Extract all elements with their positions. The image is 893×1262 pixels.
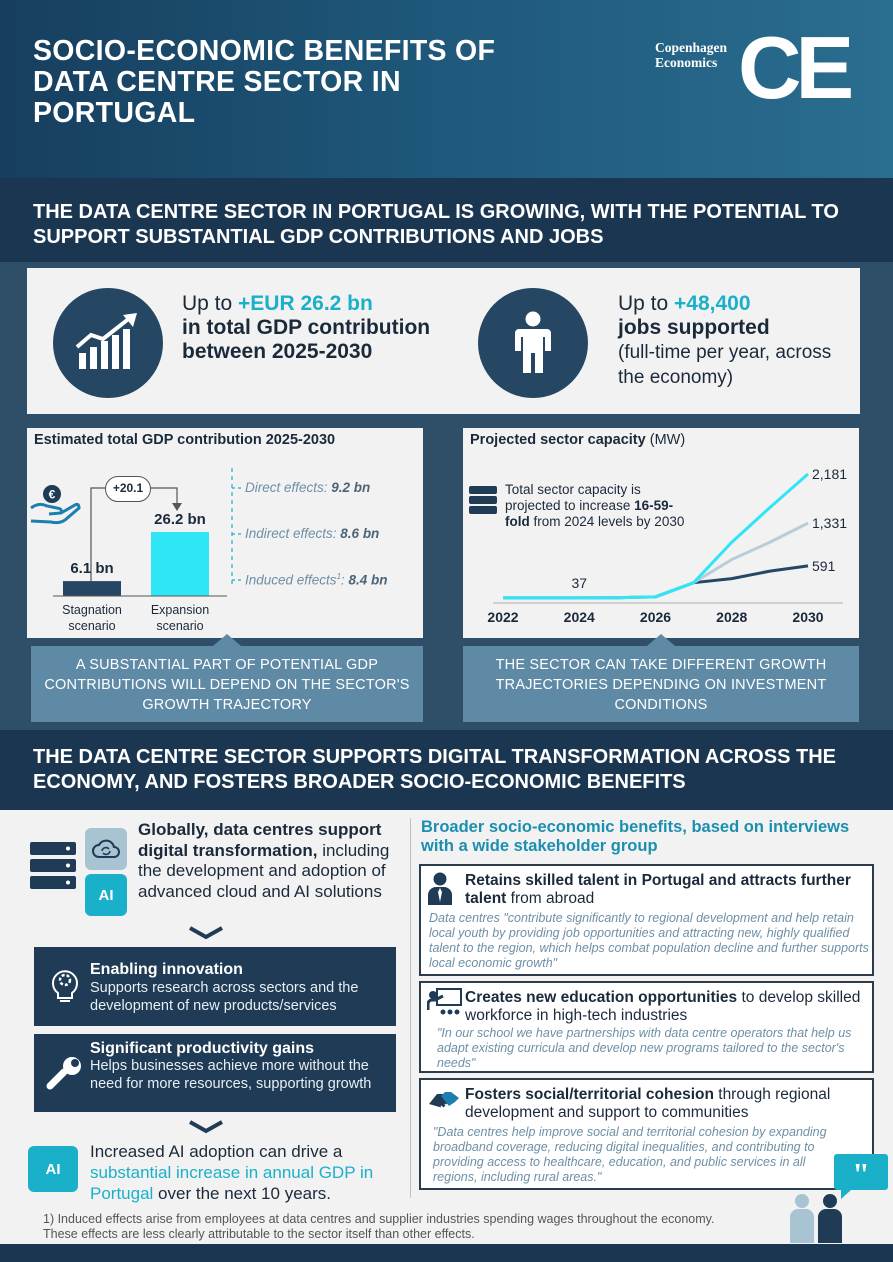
benefit-talent-heading: Retains skilled talent in Portugal and attracts further talent from abroad — [465, 872, 851, 907]
capacity-xtick-0: 2022 — [487, 609, 519, 625]
gdp-diff-badge: +20.1 — [105, 476, 151, 502]
capacity-end-label-2: 591 — [812, 557, 836, 574]
person-icon — [478, 288, 588, 398]
businessman-icon — [427, 871, 453, 910]
benefit-cohesion-heading: Fosters social/territorial cohesion through regional development and support to communities — [465, 1086, 831, 1121]
jobs-kpi: Up to +48,400 jobs supported (full-time per year, across the economy) — [618, 292, 832, 388]
capacity-chart-panel — [463, 428, 859, 638]
gdp-category-label-0: scenario — [68, 619, 116, 633]
capacity-note: Total sector capacity is projected to increase 16-59-fold from 2024 levels by 2030 — [505, 482, 685, 529]
gdp-bar-1 — [151, 532, 209, 596]
innovation-box — [34, 947, 396, 1026]
gdp-bar-label-1: 26.2 bn — [154, 511, 206, 528]
gdp-chart-panel — [27, 428, 423, 638]
ai-adoption-text: Increased AI adoption can drive a substantial increase in annual GDP in Portugal over the next 10 years. — [90, 1142, 374, 1203]
benefit-talent — [419, 864, 874, 976]
capacity-end-label-1: 1,331 — [812, 515, 848, 532]
capacity-line-1 — [503, 523, 808, 598]
capacity-line-2 — [503, 566, 808, 598]
brand-name: Copenhagen Economics — [655, 40, 728, 70]
wrench-icon — [46, 1056, 84, 1095]
server-stack-icon — [30, 842, 76, 895]
productivity-box — [34, 1034, 396, 1112]
global-transformation-text: Globally, data centres support digital transformation, including the development and adoption of advanced cloud and AI solutions — [138, 820, 390, 901]
gdp-bar-label-0: 6.1 bn — [70, 560, 114, 578]
svg-text:": " — [852, 1156, 870, 1192]
gear-bulb-icon — [48, 965, 82, 1008]
gdp-bar-0 — [63, 581, 121, 596]
jobs-kpi-value: +48,400 — [674, 292, 751, 315]
footnote: 1) Induced effects arise from employees at data centres and supplier industries spending wages throughout the economy. These effects are less clearly attributable to the sector itself than other effects. — [43, 1212, 715, 1241]
footer-bar — [0, 1244, 893, 1262]
jobs-kpi-bold: jobs supported — [618, 316, 770, 339]
svg-text:€: € — [48, 487, 56, 502]
callout-notch-right — [647, 634, 675, 646]
chevron-down-icon — [188, 926, 224, 945]
broader-benefits-title: Broader socio-economic benefits, based on interviews with a wide stakeholder group — [421, 818, 850, 855]
callout-notch-left — [213, 634, 241, 646]
innovation-desc: Supports research across sectors and the development of new products/services — [90, 980, 359, 1014]
ai-icon: AI — [85, 874, 127, 916]
capacity-xtick-2: 2026 — [639, 609, 672, 625]
direct-effects: Direct effects: 9.2 bn — [245, 480, 371, 495]
benefit-education-quote: "In our school we have partnerships with data centre operators that help us adapt existing curricula and develop new programs tailored to the sector's needs" — [437, 1026, 852, 1070]
server-stack-icon — [469, 486, 497, 514]
page-title: SOCIO-ECONOMIC BENEFITS OF DATA CENTRE SECTOR IN PORTUGAL — [33, 35, 496, 129]
gdp-category-label-0: Stagnation — [62, 603, 122, 617]
productivity-heading: Significant productivity gains — [90, 1040, 315, 1057]
chevron-down-icon — [188, 1120, 224, 1139]
section1-title: THE DATA CENTRE SECTOR IN PORTUGAL IS GROWING, WITH THE POTENTIAL TO SUPPORT SUBSTANTIAL GDP CONTRIBUTIONS AND JOBS — [33, 201, 839, 248]
gdp-kpi-text: in total GDP contribution between 2025-2030 — [182, 316, 431, 363]
benefit-education — [419, 981, 874, 1073]
gdp-kpi: Up to +EUR 26.2 bn in total GDP contribution between 2025-2030 — [182, 292, 431, 363]
capacity-chart-svg — [463, 428, 859, 638]
capacity-xtick-3: 2028 — [716, 609, 748, 625]
benefit-talent-quote: Data centres "contribute significantly to regional development and help retain local youth by providing job opportunities and attracting new, highly qualified talent to the region, which helps combat population decline and further supports local economic growth" — [429, 911, 869, 970]
induced-effects: Induced effects$^1$: 8.4 bn — [245, 572, 388, 588]
jobs-kpi-note: (full-time per year, across the economy) — [618, 342, 832, 388]
chart-growth-icon — [53, 288, 163, 398]
brand-logo: CE — [738, 18, 849, 117]
ai-icon: AI — [28, 1146, 78, 1192]
benefit-education-heading: Creates new education opportunities to develop skilled workforce in high-tech industries — [465, 989, 861, 1024]
capacity-callout: THE SECTOR CAN TAKE DIFFERENT GROWTH TRAJECTORIES DEPENDING ON INVESTMENT CONDITIONS — [463, 646, 859, 722]
gdp-kpi-value: +EUR 26.2 bn — [238, 292, 373, 315]
gdp-category-label-1: Expansion — [150, 603, 210, 617]
gdp-callout: A SUBSTANTIAL PART OF POTENTIAL GDP CONTRIBUTIONS WILL DEPEND ON THE SECTOR'S GROWTH TRAJECTORY — [31, 646, 423, 722]
productivity-desc: Helps businesses achieve more without the need for more resources, supporting growth — [90, 1058, 372, 1092]
people-icon — [786, 1193, 850, 1248]
indirect-effects: Indirect effects: 8.6 bn — [245, 526, 380, 541]
handshake-icon — [427, 1088, 461, 1119]
benefit-cohesion — [419, 1078, 874, 1190]
gdp-category-label-1: scenario — [156, 619, 204, 633]
euro-hand-icon — [31, 485, 79, 523]
cloud-sync-icon — [85, 828, 127, 870]
teacher-icon — [427, 988, 463, 1023]
capacity-annotation: 37 — [571, 574, 588, 591]
benefit-cohesion-quote: "Data centres help improve social and territorial cohesion by expanding broadband coverage, reducing digital inequalities, and contributing to providing access to healthcare, education, and public services in all regions, including rural areas." — [433, 1125, 827, 1184]
capacity-end-label-0: 2,181 — [812, 466, 848, 482]
capacity-chart-title: Projected sector capacity (MW) — [470, 432, 686, 448]
capacity-xtick-4: 2030 — [792, 609, 824, 625]
column-divider — [410, 818, 411, 1198]
capacity-xtick-1: 2024 — [563, 609, 595, 625]
gdp-chart-title: Estimated total GDP contribution 2025-2030 — [34, 432, 336, 448]
innovation-heading: Enabling innovation — [90, 961, 243, 978]
section2-title: THE DATA CENTRE SECTOR SUPPORTS DIGITAL TRANSFORMATION ACROSS THE ECONOMY, AND FOSTERS BROADER SOCIO-ECONOMIC BENEFITS — [33, 746, 836, 793]
